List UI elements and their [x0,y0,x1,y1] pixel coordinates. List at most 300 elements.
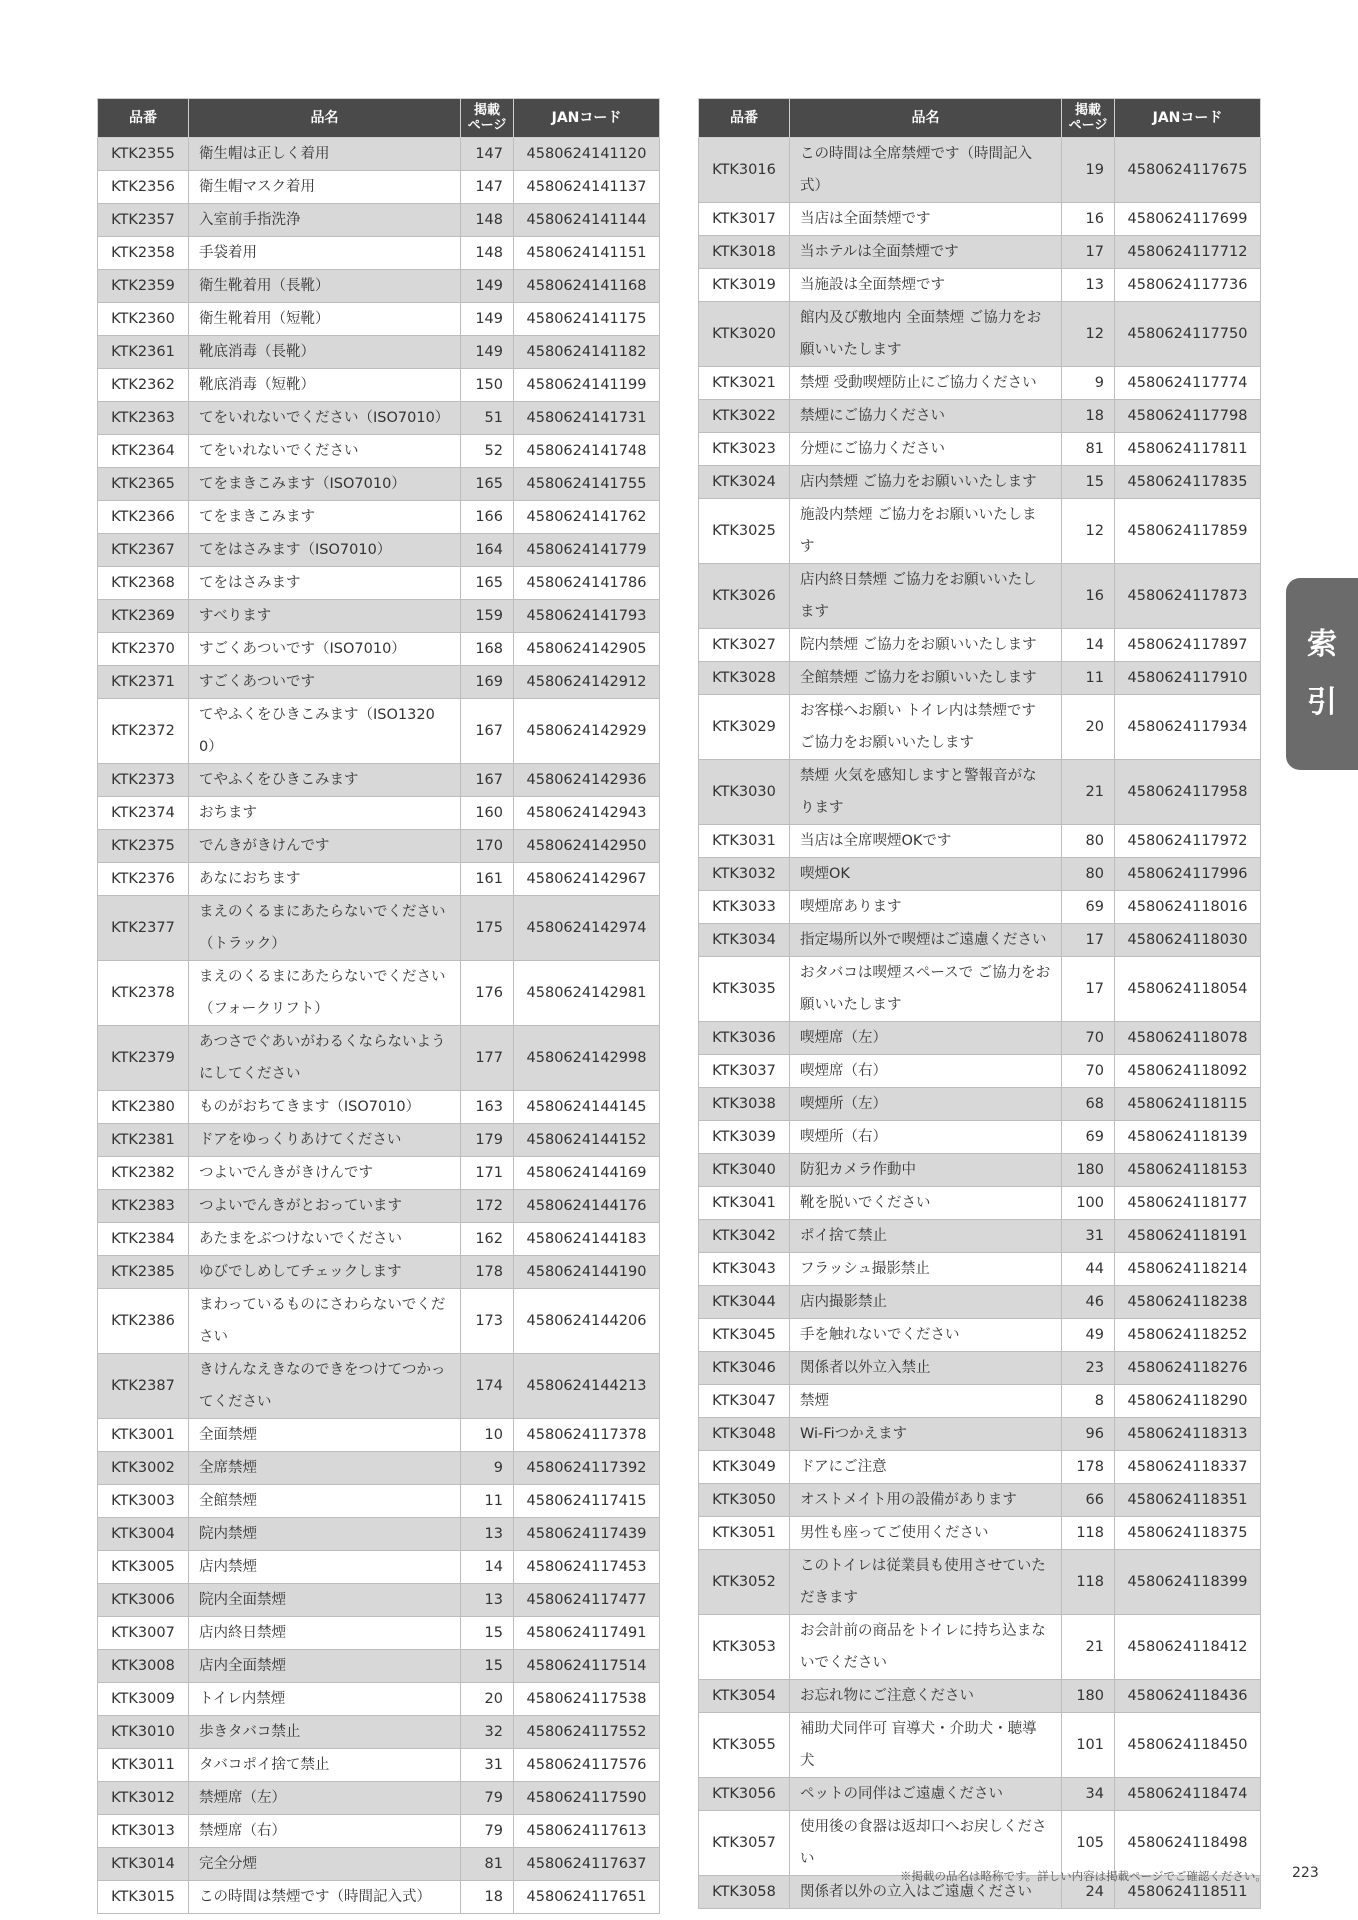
row-jan: 4580624118016 [1115,891,1261,924]
table-row [699,1680,1261,1713]
row-page: 101 [1062,1713,1115,1778]
index-table-left [97,98,660,1914]
row-name: ものがおちてきます（ISO7010） [189,1091,461,1124]
row-name: おちます [189,797,461,830]
row-name: 院内禁煙 ご協力をお願いいたします [790,629,1062,662]
table-row [98,204,660,237]
row-code: KTK3009 [98,1683,189,1716]
row-page: 81 [461,1848,514,1881]
row-page: 11 [1062,662,1115,695]
row-page: 174 [461,1354,514,1419]
row-page: 21 [1062,760,1115,825]
row-name: 靴底消毒（長靴） [189,336,461,369]
table-row [98,237,660,270]
row-page: 21 [1062,1615,1115,1680]
table-row [98,1256,660,1289]
row-page: 17 [1062,236,1115,269]
row-jan: 4580624141137 [514,171,660,204]
table-row [98,468,660,501]
row-code: KTK3041 [699,1187,790,1220]
row-name: まえのくるまにあたらないでください（フォークリフト） [189,961,461,1026]
row-name: 衛生帽は正しく着用 [189,138,461,171]
header-code: 品番 [98,99,189,138]
table-row [699,1352,1261,1385]
row-jan: 4580624117736 [1115,269,1261,302]
row-page: 52 [461,435,514,468]
row-jan: 4580624142950 [514,830,660,863]
table-row [98,896,660,961]
row-name: 全館禁煙 [189,1485,461,1518]
row-code: KTK3037 [699,1055,790,1088]
row-code: KTK3027 [699,629,790,662]
row-code: KTK3046 [699,1352,790,1385]
table-row [98,138,660,171]
row-jan: 4580624118351 [1115,1484,1261,1517]
row-jan: 4580624142967 [514,863,660,896]
row-page: 96 [1062,1418,1115,1451]
row-page: 163 [461,1091,514,1124]
row-page: 180 [1062,1680,1115,1713]
table-row [98,1848,660,1881]
row-jan: 4580624117873 [1115,564,1261,629]
table-row [98,1485,660,1518]
row-code: KTK3057 [699,1811,790,1876]
row-page: 14 [461,1551,514,1584]
row-jan: 4580624117538 [514,1683,660,1716]
row-page: 10 [461,1419,514,1452]
row-page: 68 [1062,1088,1115,1121]
row-jan: 4580624141175 [514,303,660,336]
table-row [98,1815,660,1848]
row-page: 79 [461,1782,514,1815]
row-name: お会計前の商品をトイレに持ち込まないでください [790,1615,1062,1680]
row-jan: 4580624117576 [514,1749,660,1782]
table-row [98,1881,660,1914]
table-row [98,1190,660,1223]
row-code: KTK2380 [98,1091,189,1124]
table-row [98,1683,660,1716]
row-name: 分煙にご協力ください [790,433,1062,466]
row-page: 167 [461,699,514,764]
row-page: 118 [1062,1517,1115,1550]
table-row [699,858,1261,891]
row-name: 関係者以外の立入はご遠慮ください [790,1876,1062,1909]
table-row [98,567,660,600]
row-jan: 4580624117613 [514,1815,660,1848]
row-jan: 4580624141793 [514,600,660,633]
row-jan: 4580624141786 [514,567,660,600]
row-jan: 4580624117552 [514,1716,660,1749]
row-name: 補助犬同伴可 盲導犬・介助犬・聴導犬 [790,1713,1062,1778]
table-row [98,435,660,468]
table-row [699,1253,1261,1286]
table-row [98,1124,660,1157]
row-page: 20 [1062,695,1115,760]
table-row [699,1778,1261,1811]
row-page: 70 [1062,1022,1115,1055]
table-row [98,633,660,666]
row-code: KTK3002 [98,1452,189,1485]
row-name: きけんなえきなのできをつけてつかってください [189,1354,461,1419]
row-jan: 4580624117750 [1115,302,1261,367]
table-row [699,1451,1261,1484]
row-name: 施設内禁煙 ご協力をお願いいたします [790,499,1062,564]
row-name: 全面禁煙 [189,1419,461,1452]
row-code: KTK2368 [98,567,189,600]
row-page: 147 [461,138,514,171]
table-row [98,797,660,830]
row-code: KTK3020 [699,302,790,367]
row-page: 118 [1062,1550,1115,1615]
row-code: KTK3035 [699,957,790,1022]
row-name: お客様へお願い トイレ内は禁煙です ご協力をお願いいたします [790,695,1062,760]
row-code: KTK3005 [98,1551,189,1584]
row-code: KTK3018 [699,236,790,269]
row-page: 165 [461,468,514,501]
row-name: 院内禁煙 [189,1518,461,1551]
row-page: 11 [461,1485,514,1518]
row-jan: 4580624118375 [1115,1517,1261,1550]
row-code: KTK2362 [98,369,189,402]
row-page: 179 [461,1124,514,1157]
row-name: あなにおちます [189,863,461,896]
row-code: KTK2369 [98,600,189,633]
row-jan: 4580624144176 [514,1190,660,1223]
table-row [699,138,1261,203]
row-jan: 4580624118252 [1115,1319,1261,1352]
row-page: 171 [461,1157,514,1190]
row-jan: 4580624141779 [514,534,660,567]
row-name: 当店は全席喫煙OKです [790,825,1062,858]
table-row [699,924,1261,957]
row-name: 靴を脱いでください [790,1187,1062,1220]
row-code: KTK3044 [699,1286,790,1319]
row-page: 32 [461,1716,514,1749]
row-code: KTK3042 [699,1220,790,1253]
row-code: KTK3013 [98,1815,189,1848]
row-jan: 4580624141762 [514,501,660,534]
row-code: KTK3036 [699,1022,790,1055]
row-name: 入室前手指洗浄 [189,204,461,237]
row-page: 81 [1062,433,1115,466]
table-row [98,1749,660,1782]
row-name: 禁煙席（右） [189,1815,461,1848]
table-row [98,1419,660,1452]
row-jan: 4580624117774 [1115,367,1261,400]
table-row [98,1518,660,1551]
table-header [98,99,660,138]
header-code: 品番 [699,99,790,138]
table-row [98,1452,660,1485]
table-row [98,1617,660,1650]
row-jan: 4580624144145 [514,1091,660,1124]
row-page: 23 [1062,1352,1115,1385]
row-page: 148 [461,237,514,270]
row-jan: 4580624142943 [514,797,660,830]
row-name: でんきがきけんです [189,830,461,863]
row-jan: 4580624118399 [1115,1550,1261,1615]
row-code: KTK2363 [98,402,189,435]
row-page: 9 [461,1452,514,1485]
table-row [98,1289,660,1354]
row-code: KTK3023 [699,433,790,466]
row-code: KTK3015 [98,1881,189,1914]
row-jan: 4580624117835 [1115,466,1261,499]
table-row [699,825,1261,858]
row-page: 162 [461,1223,514,1256]
row-jan: 4580624117590 [514,1782,660,1815]
row-page: 13 [1062,269,1115,302]
table-body [699,138,1261,1909]
row-jan: 4580624118139 [1115,1121,1261,1154]
table-row [98,699,660,764]
row-code: KTK2355 [98,138,189,171]
table-row [98,534,660,567]
row-jan: 4580624118030 [1115,924,1261,957]
row-name: 指定場所以外で喫煙はご遠慮ください [790,924,1062,957]
row-page: 18 [1062,400,1115,433]
row-jan: 4580624118115 [1115,1088,1261,1121]
row-jan: 4580624117477 [514,1584,660,1617]
header-page: 掲載 ページ [461,99,514,138]
side-tab-char: 索 [1307,627,1337,662]
row-code: KTK3055 [699,1713,790,1778]
table-row [98,303,660,336]
row-code: KTK2370 [98,633,189,666]
row-code: KTK3050 [699,1484,790,1517]
table-row [699,760,1261,825]
row-page: 80 [1062,858,1115,891]
row-page: 160 [461,797,514,830]
row-code: KTK3001 [98,1419,189,1452]
side-tab-char: 引 [1307,685,1337,720]
row-name: 靴底消毒（短靴） [189,369,461,402]
table-row [98,764,660,797]
table-row [699,400,1261,433]
row-code: KTK2356 [98,171,189,204]
row-code: KTK3033 [699,891,790,924]
row-page: 49 [1062,1319,1115,1352]
row-name: トイレ内禁煙 [189,1683,461,1716]
row-code: KTK3019 [699,269,790,302]
row-name: あつさでぐあいがわるくならないようにしてください [189,1026,461,1091]
row-code: KTK3026 [699,564,790,629]
row-jan: 4580624117453 [514,1551,660,1584]
row-jan: 4580624118177 [1115,1187,1261,1220]
table-row [98,336,660,369]
row-code: KTK2373 [98,764,189,797]
row-name: 衛生帽マスク着用 [189,171,461,204]
row-jan: 4580624118450 [1115,1713,1261,1778]
row-page: 31 [461,1749,514,1782]
row-name: 館内及び敷地内 全面禁煙 ご協力をお願いいたします [790,302,1062,367]
row-name: 全館禁煙 ご協力をお願いいたします [790,662,1062,695]
table-row [98,666,660,699]
row-jan: 4580624142998 [514,1026,660,1091]
table-row [98,600,660,633]
row-jan: 4580624117934 [1115,695,1261,760]
row-page: 15 [1062,466,1115,499]
table-row [699,1418,1261,1451]
row-jan: 4580624118511 [1115,1876,1261,1909]
row-page: 149 [461,336,514,369]
row-jan: 4580624117811 [1115,433,1261,466]
row-code: KTK2385 [98,1256,189,1289]
row-jan: 4580624117651 [514,1881,660,1914]
row-name: 防犯カメラ作動中 [790,1154,1062,1187]
row-page: 169 [461,666,514,699]
footer-note: ※掲載の品名は略称です。詳しい内容は掲載ページでご確認ください。 [900,1869,1267,1883]
table-row [98,171,660,204]
row-page: 34 [1062,1778,1115,1811]
row-page: 19 [1062,138,1115,203]
table-row [699,1713,1261,1778]
table-row [98,830,660,863]
row-name: てをまきこみます [189,501,461,534]
table-row [98,863,660,896]
row-jan: 4580624141151 [514,237,660,270]
row-code: KTK3034 [699,924,790,957]
row-code: KTK3025 [699,499,790,564]
row-name: ドアにご注意 [790,1451,1062,1484]
row-name: 店内終日禁煙 ご協力をお願いいたします [790,564,1062,629]
table-row [98,1223,660,1256]
row-jan: 4580624118436 [1115,1680,1261,1713]
row-jan: 4580624117378 [514,1419,660,1452]
row-jan: 4580624117859 [1115,499,1261,564]
row-jan: 4580624144183 [514,1223,660,1256]
row-code: KTK3012 [98,1782,189,1815]
row-name: オストメイト用の設備があります [790,1484,1062,1517]
page-number: 223 [1292,1865,1319,1881]
row-code: KTK3004 [98,1518,189,1551]
table-row [699,1615,1261,1680]
row-code: KTK3052 [699,1550,790,1615]
row-name: Wi-Fiつかえます [790,1418,1062,1451]
row-name: てをはさみます（ISO7010） [189,534,461,567]
row-jan: 4580624117514 [514,1650,660,1683]
row-jan: 4580624141748 [514,435,660,468]
row-page: 79 [461,1815,514,1848]
row-code: KTK3014 [98,1848,189,1881]
row-code: KTK3047 [699,1385,790,1418]
row-jan: 4580624144213 [514,1354,660,1419]
row-jan: 4580624118337 [1115,1451,1261,1484]
row-jan: 4580624117972 [1115,825,1261,858]
table-header [699,99,1261,138]
row-page: 180 [1062,1154,1115,1187]
row-jan: 4580624141182 [514,336,660,369]
table-row [699,236,1261,269]
row-jan: 4580624118238 [1115,1286,1261,1319]
row-page: 46 [1062,1286,1115,1319]
row-name: ペットの同伴はご遠慮ください [790,1778,1062,1811]
table-row [699,1121,1261,1154]
row-name: あたまをぶつけないでください [189,1223,461,1256]
row-code: KTK3022 [699,400,790,433]
row-code: KTK2367 [98,534,189,567]
row-name: 禁煙 [790,1385,1062,1418]
row-code: KTK2379 [98,1026,189,1091]
row-name: ドアをゆっくりあけてください [189,1124,461,1157]
row-page: 13 [461,1518,514,1551]
row-code: KTK3024 [699,466,790,499]
row-code: KTK3006 [98,1584,189,1617]
row-name: すごくあついです [189,666,461,699]
row-name: ポイ捨て禁止 [790,1220,1062,1253]
table-row [699,1319,1261,1352]
index-side-tab[interactable] [1286,578,1358,770]
row-page: 9 [1062,367,1115,400]
table-row [699,1286,1261,1319]
row-jan: 4580624141120 [514,138,660,171]
row-jan: 4580624141168 [514,270,660,303]
table-row [699,1484,1261,1517]
row-page: 8 [1062,1385,1115,1418]
table-row [699,433,1261,466]
row-name: 歩きタバコ禁止 [189,1716,461,1749]
row-name: つよいでんきがとおっています [189,1190,461,1223]
row-code: KTK2378 [98,961,189,1026]
row-jan: 4580624118276 [1115,1352,1261,1385]
row-code: KTK2375 [98,830,189,863]
table-row [98,369,660,402]
row-name: 店内撮影禁止 [790,1286,1062,1319]
row-code: KTK3030 [699,760,790,825]
row-jan: 4580624117897 [1115,629,1261,662]
table-body [98,138,660,1914]
row-jan: 4580624117798 [1115,400,1261,433]
row-jan: 4580624117439 [514,1518,660,1551]
row-jan: 4580624141731 [514,402,660,435]
row-code: KTK2365 [98,468,189,501]
row-jan: 4580624142974 [514,896,660,961]
table-row [699,367,1261,400]
row-code: KTK3032 [699,858,790,891]
row-page: 149 [461,270,514,303]
row-name: てをはさみます [189,567,461,600]
row-page: 161 [461,863,514,896]
row-page: 165 [461,567,514,600]
row-jan: 4580624118214 [1115,1253,1261,1286]
row-jan: 4580624118474 [1115,1778,1261,1811]
row-name: 完全分煙 [189,1848,461,1881]
row-name: 全席禁煙 [189,1452,461,1485]
row-page: 170 [461,830,514,863]
row-name: この時間は禁煙です（時間記入式） [189,1881,461,1914]
table-row [699,203,1261,236]
row-page: 177 [461,1026,514,1091]
row-code: KTK3016 [699,138,790,203]
row-jan: 4580624144152 [514,1124,660,1157]
row-page: 147 [461,171,514,204]
row-page: 105 [1062,1811,1115,1876]
row-name: てをいれないでください（ISO7010） [189,402,461,435]
row-code: KTK3048 [699,1418,790,1451]
row-code: KTK2377 [98,896,189,961]
table-row [699,1088,1261,1121]
row-page: 149 [461,303,514,336]
row-page: 80 [1062,825,1115,858]
row-jan: 4580624118498 [1115,1811,1261,1876]
row-page: 150 [461,369,514,402]
header-jan: JANコード [1115,99,1261,138]
row-name: フラッシュ撮影禁止 [790,1253,1062,1286]
row-code: KTK2384 [98,1223,189,1256]
row-code: KTK2364 [98,435,189,468]
row-code: KTK2382 [98,1157,189,1190]
row-page: 100 [1062,1187,1115,1220]
